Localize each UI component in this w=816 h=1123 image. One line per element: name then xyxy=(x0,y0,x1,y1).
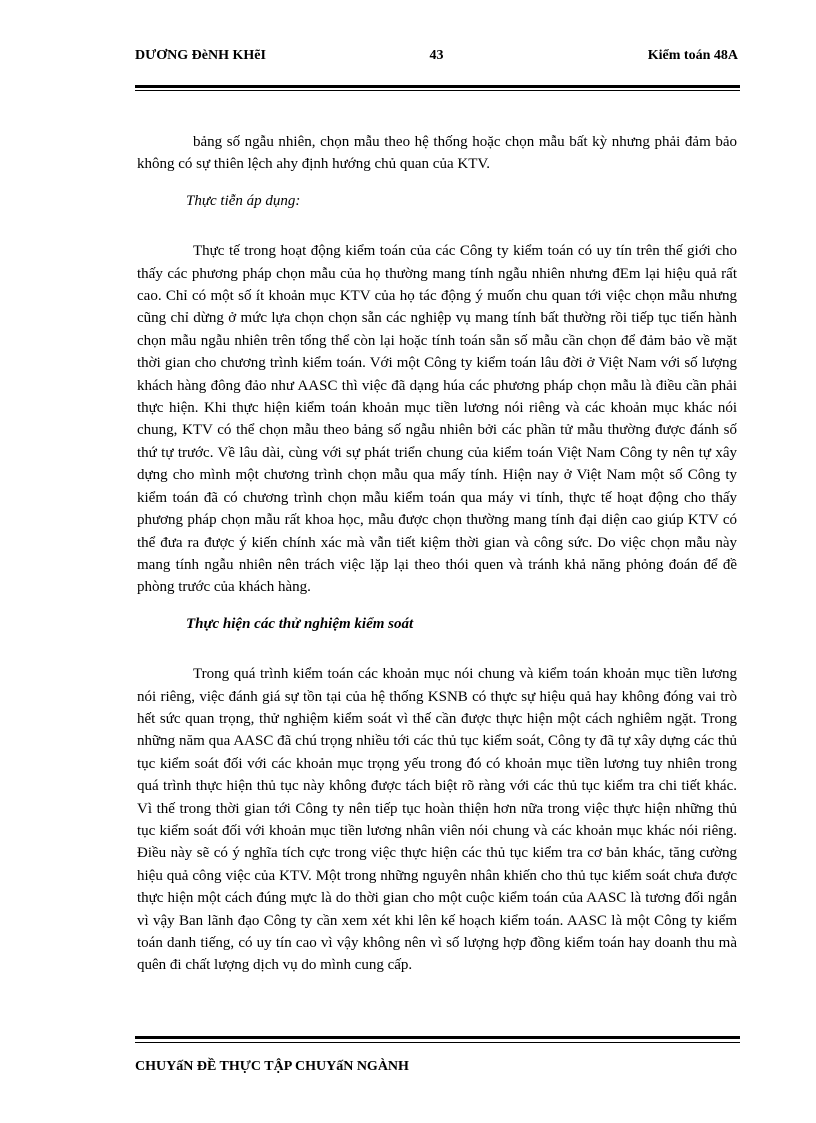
page-body xyxy=(137,131,737,977)
paragraph-intro: bảng số ngẫu nhiên, chọn mẫu theo hệ thống hoặc chọn mẫu bất kỳ nhưng phải đảm bảo không có sự thiên lệch ahy định hướng chủ quan của KTV. xyxy=(137,134,737,173)
header-class: Kiểm toán 48A xyxy=(647,48,738,63)
header-page-number: 43 xyxy=(429,48,444,63)
header-rule-thick xyxy=(135,85,740,88)
footer-rule-thin xyxy=(135,1042,740,1043)
page-footer: CHUYấN ĐỀ THỰC TẬP CHUYấN NGÀNH xyxy=(135,1059,409,1074)
header-rule-thin xyxy=(135,90,740,91)
page-header xyxy=(135,48,738,68)
paragraph-practice: Thực tế trong hoạt động kiểm toán của các Công ty kiểm toán có uy tín trên thế giới cho thấy các phương pháp chọn mẫu của họ thường mang tính ngẫu nhiên nhưng đEm lại hiệu quả rất cao. Chỉ có một số ít khoản mục KTV của họ tác động ý muốn chu quan tới việc chọn mẫu nhưng cũng chỉ dừng ở mức lựa chọn chọn sẵn các nghiệp vụ mang tính bất thường rồi tiếp tục tiến hành chọn mẫu ngẫu nhiên trên tổng thể còn lại hoặc tính toán sẵn số mẫu cần chọn để đảm bảo về mặt thời gian cho chương trình kiểm toán. Với một Công ty kiểm toán lâu đời ở Việt Nam với số lượng khách hàng đông đảo như AASC thì việc đã dạng húa các phương pháp chọn mẫu là điều cần phải thực hiện. Khi thực hiện kiểm toán khoản mục tiền lương nói riêng và các khoản mục khác nói chung, KTV có thể chọn mẫu theo bảng số ngẫu nhiên bởi các phần tử mẫu thường được đánh số thứ tự trước. Về lâu dài, cùng với sự phát triển chung của kiểm toán Việt Nam Công ty nên tự xây dựng cho mình một chương trình chọn mẫu qua mấy tính. Hiện nay ở Việt Nam một số Công ty kiểm toán đã có chương trình chọn mẫu kiểm toán qua máy vi tính, thực tế hoạt động cho thấy phương pháp chọn mẫu rất khoa học, mẫu được chọn thường mang tính đại diện cao giúp KTV có thể đưa ra được ý kiến chính xác mà vẫn tiết kiệm thời gian và công sức. Do việc chọn mẫu này mang tính ngẫu nhiên nên trách việc lặp lại theo thói quen và tránh khả năng phỏng đoán để đề phòng trước của khách hàng. xyxy=(137,243,737,596)
paragraph-controls: Trong quá trình kiểm toán các khoản mục nói chung và kiểm toán khoản mục tiền lương nói riêng, việc đánh giá sự tồn tại của hệ thống KSNB có thực sự hiệu quả hay không đóng vai trò hết sức quan trọng, thử nghiệm kiểm soát vì thế cần được thực hiện một cách nghiêm ngặt. Trong những năm qua AASC đã chú trọng nhiều tới các thủ tục kiểm soát, Công ty đã tự xây dựng các thủ tục kiểm soát đối với các khoản mục trọng yếu trong đó có khoản mục tiền lương tuy nhiên trong quá trình thực hiện thủ tục này không được tách biệt rõ ràng với các thủ tục kiểm tra chi tiết khác. Vì thế trong thời gian tới Công ty nên tiếp tục hoàn thiện hơn nữa trong việc thực hiện những thủ tục kiểm soát đối với khoản mục tiền lương nhân viên nói chung và các khoản mục khác nói riêng. Điều này sẽ có ý nghĩa tích cực trong việc thực hiện các thủ tục kiểm tra cơ bản khác, tăng cường hiệu quả công việc của KTV. Một trong những nguyên nhân khiến cho thủ tục kiểm soát chưa được thực hiện một cách đúng mực là do thời gian cho một cuộc kiểm toán của AASC là tương đối ngắn vì vậy Ban lãnh đạo Công ty cần xem xét khi lên kế hoạch kiểm toán. AASC là một Công ty kiểm toán danh tiếng, có uy tín cao vì vậy không nên vì số lượng hợp đồng kiểm toán hay doanh thu mà quên đi chất lượng dịch vụ do mình cung cấp. xyxy=(137,666,737,974)
heading-controls: Thực hiện các thử nghiệm kiểm soát xyxy=(186,615,414,632)
header-author: DƯƠNG ĐèNH KHẽI xyxy=(135,48,266,63)
footer-rule-thick xyxy=(135,1036,740,1039)
heading-practice: Thực tiễn áp dụng: xyxy=(186,192,301,209)
